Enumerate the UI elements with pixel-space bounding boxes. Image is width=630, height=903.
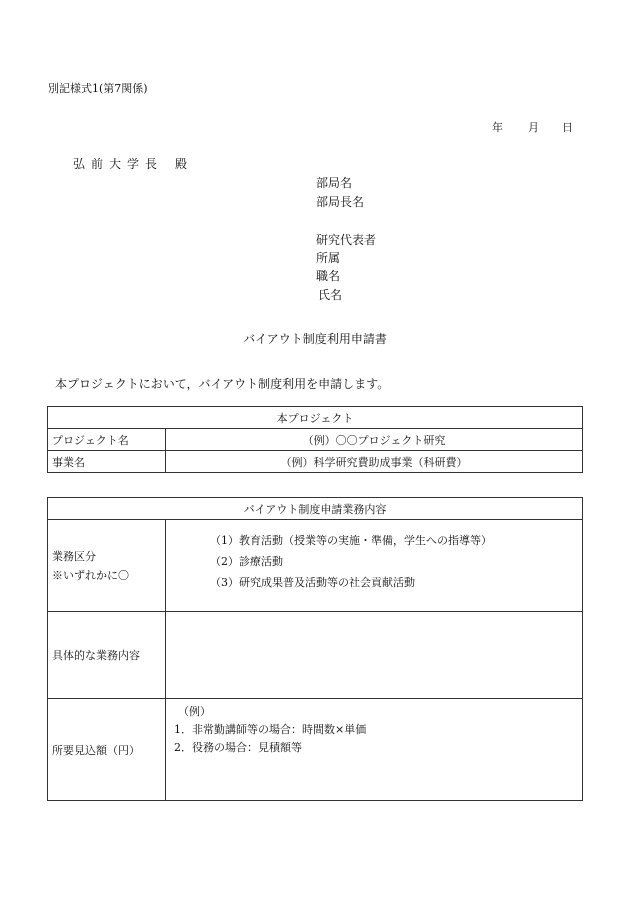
addressee bbox=[73, 155, 187, 172]
cost-line-1: 1．非常勤講師等の場合：時間数×単価 bbox=[174, 723, 367, 736]
cost-line-2: 2．役務の場合：見積額等 bbox=[174, 741, 302, 754]
table-row bbox=[48, 699, 583, 801]
program-name-label: 事業名 bbox=[48, 451, 166, 473]
representative-label: 研究代表者 bbox=[316, 233, 377, 247]
program-name-value: （例）科学研究費助成事業（科研費） bbox=[166, 451, 583, 473]
project-name-label: プロジェクト名 bbox=[48, 429, 166, 451]
category-note: ※いずれかに〇 bbox=[52, 568, 129, 582]
document-title: バイアウト制度利用申請書 bbox=[243, 332, 387, 346]
category-label: 業務区分 bbox=[52, 549, 96, 563]
category-options bbox=[166, 520, 583, 612]
addressee-honorific: 殿 bbox=[175, 157, 188, 171]
duty-table-header: バイアウト制度申請業務内容 bbox=[48, 498, 583, 520]
department-label: 部局名 bbox=[316, 176, 353, 190]
project-name-value: （例）〇〇プロジェクト研究 bbox=[166, 429, 583, 451]
project-table bbox=[47, 406, 583, 473]
detail-input[interactable] bbox=[166, 612, 583, 699]
option-medical: （2）診療活動 bbox=[210, 555, 283, 568]
table-row bbox=[48, 612, 583, 699]
cost-example: （例） bbox=[178, 705, 211, 718]
cost-cell bbox=[166, 699, 583, 801]
intro-text: 本プロジェクトにおいて，バイアウト制度利用を申請します。 bbox=[55, 377, 390, 391]
table-row bbox=[48, 429, 583, 451]
form-reference: 別記様式1(第7関係) bbox=[48, 82, 148, 95]
project-table-header: 本プロジェクト bbox=[48, 407, 583, 429]
addressee-name: 弘前大学長 bbox=[73, 157, 164, 171]
applicant-name-label: 氏名 bbox=[318, 288, 343, 302]
position-label: 職名 bbox=[316, 269, 341, 283]
department-head-label: 部局長名 bbox=[316, 195, 365, 209]
option-education: （1）教育活動（授業等の実施・準備，学生への指導等） bbox=[210, 534, 492, 547]
duty-table bbox=[47, 497, 583, 801]
table-row bbox=[48, 520, 583, 612]
category-cell bbox=[48, 520, 166, 612]
option-social-contribution: （3）研究成果普及活動等の社会貢献活動 bbox=[210, 576, 415, 589]
cost-label: 所要見込額（円） bbox=[48, 699, 166, 801]
date-day-label: 日 bbox=[562, 121, 573, 134]
detail-label: 具体的な業務内容 bbox=[48, 612, 166, 699]
date-month-label: 月 bbox=[528, 121, 539, 134]
affiliation-label: 所属 bbox=[316, 251, 341, 265]
date-year-label: 年 bbox=[492, 121, 503, 134]
table-row bbox=[48, 451, 583, 473]
